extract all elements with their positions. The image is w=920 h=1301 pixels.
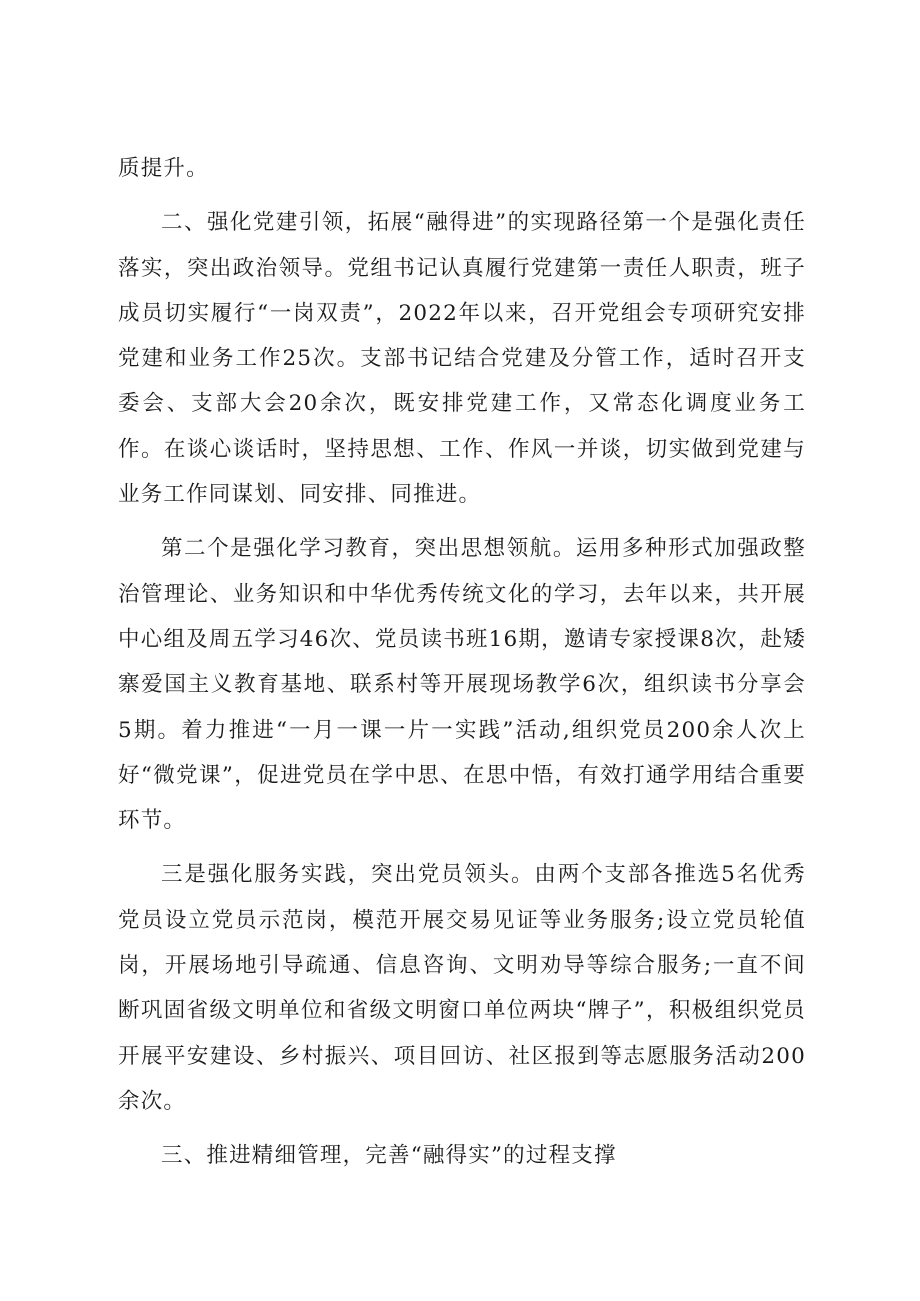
section-three-heading: 三、推进精细管理，完善“融得实”的过程支撑 <box>161 1143 617 1169</box>
document-body <box>118 146 806 1179</box>
paragraph-continuation: 质提升。 <box>118 156 209 181</box>
paragraph-study-education: 第二个是强化学习教育，突出思想领航。运用多种形式加强政整治管理论、业务知识和中华优秀传统文化的学习，去年以来，共开展中心组及周五学习46次、党员读书班16期，邀请专家授课8次，赴矮寨爱国主义教育基地、联系村等开展现场教学6次，组织读书分享会5期。着力推进“一月一课一片一实践”活动,组织党员200余人次上好“微党课”，促进党员在学中思、在思中悟，有效打通学用结合重要环节。 <box>118 536 806 834</box>
paragraph-section-two: 二、强化党建引领，拓展“融得进”的实现路径第一个是强化责任落实，突出政治领导。党组书记认真履行党建第一责任人职责，班子成员切实履行“一岗双责”，2022年以来，召开党组会专项研究安排党建和业务工作25次。支部书记结合党建及分管工作，适时召开支委会、支部大会20余次，既安排党建工作，又常态化调度业务工作。在谈心谈话时，坚持思想、工作、作风一并谈，切实做到党建与业务工作同谋划、同安排、同推进。 <box>118 210 806 508</box>
paragraph-service-practice: 三是强化服务实践，突出党员领头。由两个支部各推选5名优秀党员设立党员示范岗，模范开展交易见证等业务服务;设立党员轮值岗，开展场地引导疏通、信息咨询、文明劝导等综合服务;一直不间断巩固省级文明单位和省级文明窗口单位两块“牌子”，积极组织党员开展平安建设、乡村振兴、项目回访、社区报到等志愿服务活动200余次。 <box>118 862 806 1114</box>
